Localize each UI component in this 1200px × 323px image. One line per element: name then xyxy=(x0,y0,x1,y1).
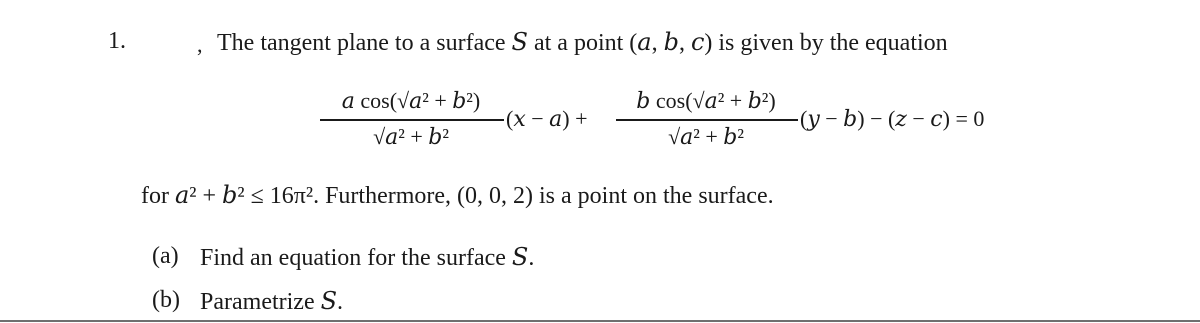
term-1-factor: (𝑥 − 𝑎) + xyxy=(506,106,588,131)
part-a-label: (a) xyxy=(152,243,179,269)
tick-mark: , xyxy=(197,32,203,57)
bottom-divider xyxy=(0,320,1200,322)
fraction-1-denominator: √𝑎² + 𝑏² xyxy=(373,124,449,149)
problem-intro: The tangent plane to a surface 𝑆 at a point (𝑎, 𝑏, 𝑐) is given by the equation xyxy=(217,30,948,56)
part-b-label: (b) xyxy=(152,287,180,313)
term-2-rest: (𝑦 − 𝑏) − (𝑧 − 𝑐) = 0 xyxy=(800,106,985,131)
fraction-2-numerator: 𝑏 cos(√𝑎² + 𝑏²) xyxy=(636,88,776,113)
condition-text: for 𝑎² + 𝑏² ≤ 16π². Furthermore, (0, 0, 2) is a point on the surface. xyxy=(141,183,774,209)
fraction-1-bar xyxy=(320,119,504,121)
fraction-2-denominator: √𝑎² + 𝑏² xyxy=(668,124,744,149)
part-a-text: Find an equation for the surface 𝑆. xyxy=(200,245,535,271)
part-b-text: Parametrize 𝑆. xyxy=(200,289,344,315)
problem-number: 1. xyxy=(108,28,126,54)
fraction-1-numerator: 𝑎 cos(√𝑎² + 𝑏²) xyxy=(341,88,481,113)
fraction-2-bar xyxy=(616,119,798,121)
